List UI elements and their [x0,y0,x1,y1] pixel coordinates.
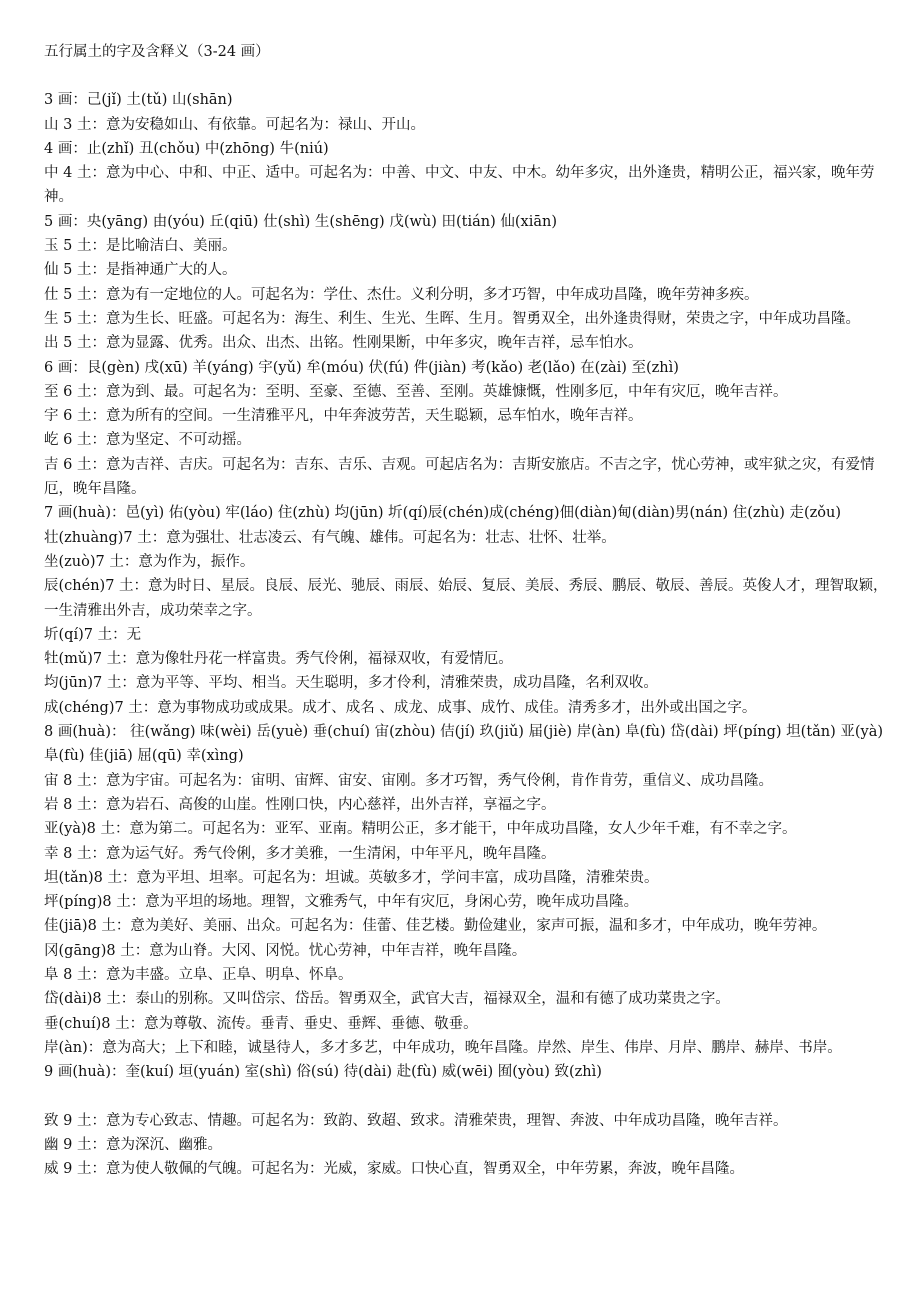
document-page [44,40,890,1182]
text-line: 幽 9 土：意为深沉、幽雅。 [44,1137,222,1154]
text-line: 坪(píng)8 土：意为平坦的场地。理智，文雅秀气，中年有灾厄，身闲心劳，晚年成功昌隆。 [44,894,639,911]
text-line: 3 画：己(jǐ) 土(tǔ) 山(shān) [44,92,233,109]
text-line: 阜 8 土：意为丰盛。立阜、正阜、明阜、怀阜。 [44,966,353,983]
text-line: 仕 5 土：意为有一定地位的人。可起名为：学仕、杰仕。义利分明，多才巧智，中年成功昌隆，晚年劳神多疾。 [44,286,759,303]
text-line: 9 画(huà)：奎(kuí) 垣(yuán) 室(shì) 俗(sú) 待(dài) 赴(fù) 威(wēi) 囿(yòu) 致(zhì) [44,1064,602,1081]
text-line: 山 3 土：意为安稳如山、有依靠。可起名为：禄山、开山。 [44,116,425,133]
text-line: 岩 8 土：意为岩石、高俊的山崖。性刚口快，内心慈祥，出外吉祥，享福之字。 [44,796,556,813]
text-line: 4 画：止(zhǐ) 丑(chǒu) 中(zhōng) 牛(niú) [44,140,329,157]
text-line: 岸(àn)：意为高大；上下和睦，诚垦待人，多才多艺，中年成功，晚年昌隆。岸然、岸生、伟岸、月岸、鹏岸、赫岸、书岸。 [44,1039,842,1056]
text-line: 仙 5 土：是指神通广大的人。 [44,262,237,279]
text-line: 冈(gāng)8 土：意为山脊。大冈、冈悦。忧心劳神，中年吉祥，晚年昌隆。 [44,942,527,959]
text-line: 牡(mǔ)7 土：意为像牡丹花一样富贵。秀气伶俐，福禄双收，有爱情厄。 [44,651,513,668]
text-line: 致 9 土：意为专心致志、情趣。可起名为：致韵、致超、致求。清雅荣贵，理智、奔波、中年成功昌隆，晚年吉祥。 [44,1112,788,1129]
paragraph-gap [44,1084,890,1108]
text-line: 坦(tǎn)8 土：意为平坦、坦率。可起名为：坦诚。英敏多才，学问丰富，成功昌隆，清雅荣贵。 [44,869,659,886]
text-line: 玉 5 土：是比喻洁白、美丽。 [44,238,237,255]
text-line: 垂(chuí)8 土：意为尊敬、流传。垂青、垂史、垂辉、垂德、敬垂。 [44,1015,478,1032]
text-line: 亚(yà)8 土：意为第二。可起名为：亚军、亚南。精明公正，多才能干，中年成功昌隆，女人少年千难，有不幸之字。 [44,821,797,838]
text-line: 生 5 土：意为生长、旺盛。可起名为：海生、利生、生光、生晖、生月。智勇双全，出外逢贵得财，荣贵之字，中年成功昌隆。 [44,310,860,327]
text-line: 成(chéng)7 土：意为事物成功或成果。成才、成名 、成龙、成事、成竹、成佳。清秀多才，出外或出国之字。 [44,699,757,716]
document-title: 五行属土的字及含释义（3-24 画） [44,44,270,60]
text-line: 威 9 土：意为使人敬佩的气魄。可起名为：光威，家威。口快心直，智勇双全，中年劳累，奔波，晚年昌隆。 [44,1161,744,1178]
text-line: 宙 8 土：意为宇宙。可起名为：宙明、宙辉、宙安、宙刚。多才巧智，秀气伶俐，肯作肯劳，重信义、成功昌隆。 [44,772,773,789]
text-line: 均(jūn)7 土：意为平等、平均、相当。天生聪明，多才伶利，清雅荣贵，成功昌隆，名利双收。 [44,675,658,692]
text-line: 幸 8 土：意为运气好。秀气伶俐，多才美雅，一生清闲，中年平凡，晚年昌隆。 [44,845,556,862]
text-line: 圻(qí)7 土：无 [44,626,142,643]
text-line: 壮(zhuàng)7 土：意为强壮、壮志凌云、有气魄、雄伟。可起名为：壮志、壮怀、壮举。 [44,529,616,546]
section-3-to-9-strokes [44,88,890,1084]
section-9-stroke-entries [44,1109,890,1182]
text-line: 岱(dài)8 土：泰山的别称。又叫岱宗、岱岳。智勇双全，武官大吉，福禄双全，温和有德了成功菜贵之字。 [44,991,730,1008]
text-line: 至 6 土：意为到、最。可起名为：至明、至豪、至德、至善、至刚。英雄慷慨，性刚多厄，中年有灾厄，晚年吉祥。 [44,383,788,400]
text-line: 宇 6 土：意为所有的空间。一生清雅平凡，中年奔波劳苦，天生聪颖，忌车怕水，晚年吉祥。 [44,408,643,425]
text-line: 辰(chén)7 土：意为时日、星辰。良辰、辰光、驰辰、雨辰、始辰、复辰、美辰、秀辰、鹏辰、敬辰、善辰。英俊人才，理智取颖，一生清雅出外吉，成功荣幸之字。 [44,578,888,619]
text-line: 坐(zuò)7 土：意为作为，振作。 [44,553,255,570]
text-line: 佳(jiā)8 土：意为美好、美丽、出众。可起名为：佳蕾、佳艺楼。勤俭建业，家声可振，温和多才，中年成功，晚年劳神。 [44,918,827,935]
text-line: 7 画(huà)：邑(yì) 佑(yòu) 牢(láo) 住(zhù) 均(jūn) 圻(qí)辰(chén)成(chéng)佃(diàn)甸(diàn)男(nán) 住(zhù) 走(zǒu) [44,505,842,522]
text-line: 吉 6 土：意为吉祥、吉庆。可起名为：吉东、吉乐、吉观。可起店名为：吉斯安旅店。不吉之字，忧心劳神，或牢狱之灾，有爱情厄，晚年昌隆。 [44,456,875,498]
text-line: 屹 6 土：意为坚定、不可动摇。 [44,432,251,449]
text-line: 8 画(huà)： 往(wǎng) 味(wèi) 岳(yuè) 垂(chuí) 宙(zhòu) 佶(jí) 玖(jiǔ) 届(jiè) 岸(àn) 阜(fù) 岱(dài) 坪(píng) 坦(tǎn) 亚(yà) 阜(fù) 佳(jiā) 屈(qū) 幸(xìng) [44,724,884,765]
text-line: 出 5 土：意为显露、优秀。出众、出杰、出铭。性刚果断，中年多灾，晚年吉祥，忌车怕水。 [44,335,643,352]
text-line: 中 4 土：意为中心、中和、中正、适中。可起名为：中善、中文、中友、中木。幼年多灾，出外逢贵，精明公正，福兴家，晚年劳神。 [44,165,875,206]
text-line: 5 画：央(yāng) 由(yóu) 丘(qiū) 仕(shì) 生(shēng) 戊(wù) 田(tián) 仙(xiān) [44,213,557,230]
text-line: 6 画：艮(gèn) 戌(xū) 羊(yáng) 宇(yǔ) 牟(móu) 伏(fú) 件(jiàn) 考(kǎo) 老(lǎo) 在(zài) 至(zhì) [44,359,679,376]
